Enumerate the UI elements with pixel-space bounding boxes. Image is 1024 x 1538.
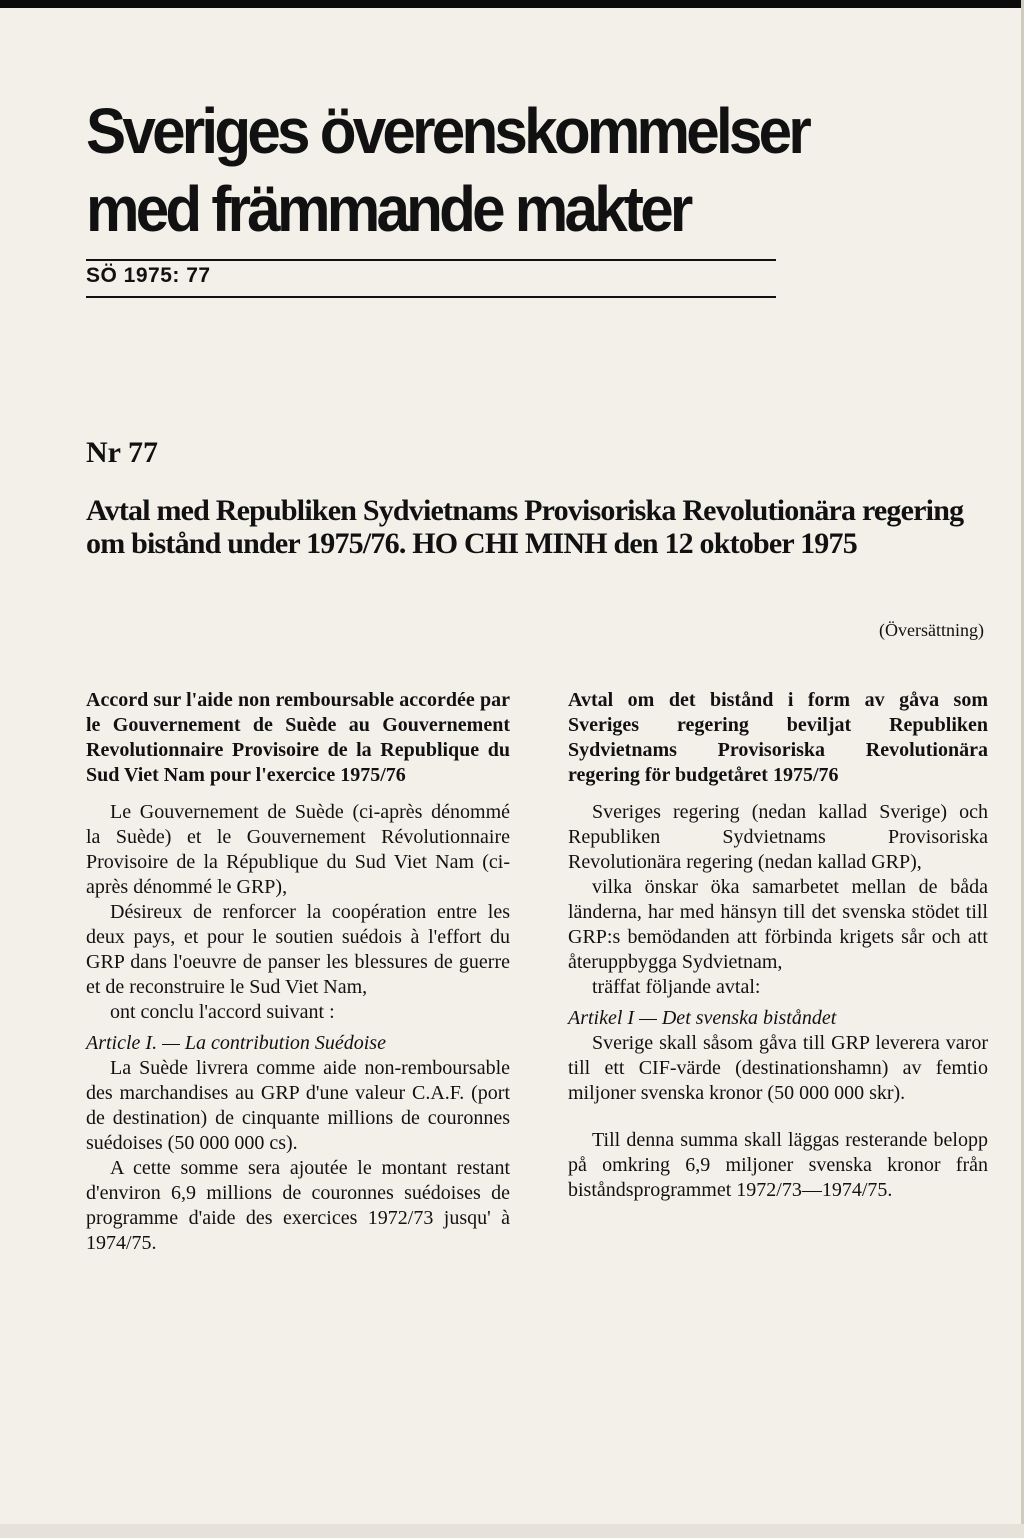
document-number: Nr 77 xyxy=(86,436,158,469)
swedish-column xyxy=(568,688,988,1203)
french-article-1-heading: Article I. — La contribution Suédoise xyxy=(86,1032,386,1054)
french-article-1-para-2: A cette somme sera ajoutée le montant restant d'environ 6,9 millions de couronnes suédoises de programme d'aide des exercices 1972/73 jusqu' à 1974/75. xyxy=(86,1157,510,1254)
french-preamble-parties: Le Gouvernement de Suède (ci-après dénommé la Suède) et le Gouvernement Révolutionnaire Provisoire de la République du Sud Viet Nam (ci-après dénommé le GRP), xyxy=(86,801,510,898)
swedish-article-1-para-1: Sverige skall såsom gåva till GRP leverera varor till ett CIF-värde (destinationshamn) av femtio miljoner svenska kronor (50 000 000 skr). xyxy=(568,1032,988,1104)
french-column xyxy=(86,688,510,1256)
french-heading: Accord sur l'aide non remboursable accordée par le Gouvernement de Suède au Gouvernement Revolutionnaire Provisoire de la Republique du Sud Viet Nam pour l'exercice 1975/76 xyxy=(86,689,510,786)
series-number: SÖ 1975: 77 xyxy=(86,264,211,287)
agreement-title: Avtal med Republiken Sydvietnams Provisoriska Revolutionära regering om bistånd under 1975/76. HO CHI MINH den 12 oktober 1975 xyxy=(86,494,964,560)
swedish-preamble-parties: Sveriges regering (nedan kallad Sverige) och Republiken Sydvietnams Provisoriska Revolutionära regering (nedan kallad GRP), xyxy=(568,801,988,873)
publication-title-line-2: med främmande makter xyxy=(86,173,690,245)
series-rule-top xyxy=(86,259,776,261)
swedish-preamble-purpose: vilka önskar öka samarbetet mellan de båda länderna, har med hänsyn till det svenska stödet till GRP:s bemödanden att förbinda krigets sår och att återuppbygga Sydvietnam, xyxy=(568,876,988,973)
swedish-agreed-clause: träffat följande avtal: xyxy=(592,976,761,998)
french-agreed-clause: ont conclu l'accord suivant : xyxy=(110,1001,335,1023)
swedish-article-1-para-2: Till denna summa skall läggas resterande belopp på omkring 6,9 miljoner svenska kronor från biståndsprogrammet 1972/73—1974/75. xyxy=(568,1129,988,1201)
french-article-1-para-1: La Suède livrera comme aide non-remboursable des marchandises au GRP d'une valeur C.A.F. (port de destination) de cinquante millions de couronnes suédoises (50 000 000 cs). xyxy=(86,1057,510,1154)
swedish-heading: Avtal om det bistånd i form av gåva som Sveriges regering beviljat Republiken Sydvietnams Provisoriska Revolutionära regering för budgetåret 1975/76 xyxy=(568,689,988,786)
publication-title-line-1: Sveriges överenskommelser xyxy=(86,95,808,167)
page-bottom-edge xyxy=(0,1524,1024,1538)
french-preamble-purpose: Désireux de renforcer la coopération entre les deux pays, et pour le soutien suédois à l'effort du GRP dans l'oeuvre de panser les blessures de guerre et de reconstruire le Sud Viet Nam, xyxy=(86,901,510,998)
translation-label: (Översättning) xyxy=(879,620,984,640)
series-rule-bottom xyxy=(86,296,776,298)
publication-title xyxy=(86,92,808,248)
swedish-article-1-heading: Artikel I — Det svenska biståndet xyxy=(568,1007,837,1029)
